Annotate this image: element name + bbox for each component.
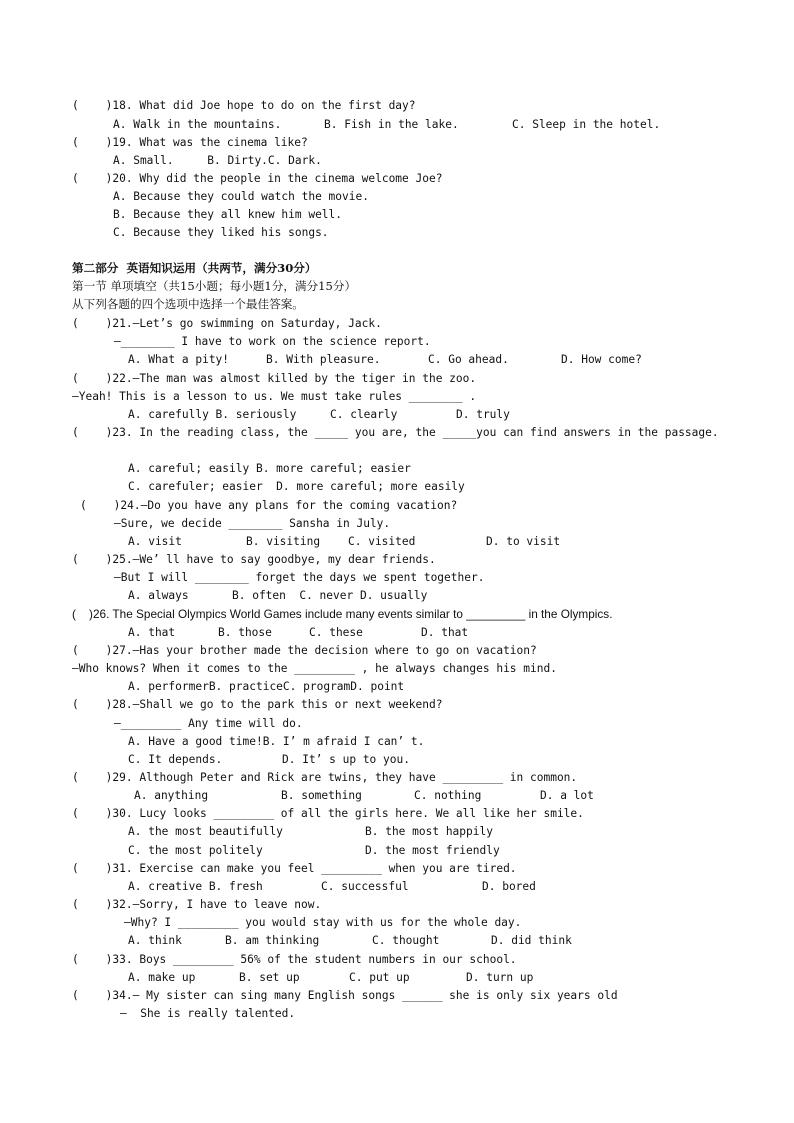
question-26-stem: ( )26. The Special Olympics World Games include many events similar to _________ in the Olympics. [72,607,613,621]
options-ab: A. creative B. fresh [128,880,263,893]
question-21-stem2: —________ I have to work on the science report. [114,335,431,348]
question-30-options-cd [0,843,794,858]
option-b: B. Because they all knew him well. [113,208,343,221]
option-b: B. Fish in the lake. [324,118,459,131]
question-21-options [0,352,794,367]
option-d: D. that [421,626,469,639]
option-a: A. Walk in the mountains. [113,118,282,131]
option-c: C. these [309,626,363,639]
options-ab: A. carefully B. seriously [128,408,297,421]
option-d: D. bored [482,880,536,893]
part-2-title-text: 第二部分 英语知识运用（共两节，满分30分） [72,261,317,275]
question-33-stem: ( )33. Boys _________ 56% of the student numbers in our school. [72,953,517,966]
question-22-stem: ( )22.—The man was almost killed by the tiger in the zoo. [72,372,477,385]
question-22-options [0,407,794,422]
option-c: C. visited [348,535,416,548]
option-c: C. successful [321,880,409,893]
option-d: D. did think [491,934,572,947]
question-28-stem: ( )28.—Shall we go to the park this or next weekend? [72,698,443,711]
option-c: C. Sleep in the hotel. [512,118,661,131]
question-18-options [0,117,794,132]
options-abcd: A. performerB. practiceC. programD. point [128,680,405,693]
question-21-stem: ( )21.—Let’s go swimming on Saturday, Jack. [72,317,382,330]
question-23-stem: ( )23. In the reading class, the _____ you are, the _____you can find answers in the passage. [72,426,719,439]
question-33-options [0,970,794,985]
option-a: A. that [128,626,176,639]
option-c: C. Because they liked his songs. [113,226,329,239]
instruction-text: 从下列各题的四个选项中选择一个最佳答案。 [72,297,304,311]
question-24-stem: ( )24.—Do you have any plans for the coming vacation? [80,499,458,512]
question-25-options [0,588,794,603]
question-30-options-ab [0,824,794,839]
option-b: B. visiting [246,535,321,548]
question-34-stem2: — She is really talented. [120,1007,296,1020]
option-d: D. How come? [561,353,642,366]
option-a: A. think [128,934,182,947]
option-a: A. make up [128,971,196,984]
option-b: B. something [281,789,362,802]
options-ab: A. Have a good time!B. I’ m afraid I can’ t. [128,735,425,748]
question-20-stem: ( )20. Why did the people in the cinema welcome Joe? [72,172,443,185]
question-32-stem: ( )32.—Sorry, I have to leave now. [72,898,322,911]
options-cd: C. carefuler; easier D. more careful; more easily [128,480,465,493]
question-32-stem2: —Why? I _________ you would stay with us for the whole day. [124,916,522,929]
options-bcd: B. often C. never D. usually [232,589,428,602]
option-c: C. clearly [330,408,398,421]
question-25-stem2: —But I will ________ forget the days we spent together. [114,571,485,584]
options-abc: A. Small. B. Dirty.C. Dark. [113,154,322,167]
question-19-stem: ( )19. What was the cinema like? [72,136,308,149]
option-c: C. Go ahead. [428,353,509,366]
option-d: D. a lot [540,789,594,802]
question-27-stem: ( )27.—Has your brother made the decision where to go on vacation? [72,644,537,657]
question-22-stem2: —Yeah! This is a lesson to us. We must take rules ________ . [72,390,477,403]
question-31-stem: ( )31. Exercise can make you feel _________ when you are tired. [72,862,517,875]
option-c: C. It depends. [128,753,223,766]
question-26-options [0,625,794,640]
question-28-stem2: —_________ Any time will do. [114,717,303,730]
option-c: C. thought [372,934,440,947]
option-b: B. the most happily [365,825,493,838]
question-18-stem: ( )18. What did Joe hope to do on the first day? [72,99,416,112]
option-b: B. With pleasure. [266,353,381,366]
option-a: A. What a pity! [128,353,230,366]
option-a: A. Because they could watch the movie. [113,190,369,203]
question-32-options [0,933,794,948]
question-34-stem: ( )34.— My sister can sing many English songs ______ she is only six years old [72,989,618,1002]
question-28-options-cd [0,752,794,767]
option-c: C. the most politely [128,844,263,857]
option-c: C. nothing [414,789,482,802]
question-29-options [0,788,794,803]
question-25-stem: ( )25.—We’ ll have to say goodbye, my dear friends. [72,553,436,566]
options-ab: A. careful; easily B. more careful; easier [128,462,411,475]
option-a: A. visit [128,535,182,548]
option-b: B. am thinking [225,934,320,947]
question-24-stem2: —Sure, we decide ________ Sansha in July. [114,517,391,530]
option-d: D. truly [456,408,510,421]
question-31-options [0,879,794,894]
question-24-options [0,534,794,549]
option-a: A. anything [134,789,209,802]
section-1-heading-text: 第一节 单项填空（共15小题；每小题1分，满分15分） [72,279,357,293]
question-29-stem: ( )29. Although Peter and Rick are twins, they have _________ in common. [72,771,578,784]
option-d: D. the most friendly [365,844,500,857]
option-c: C. put up [349,971,410,984]
option-a: A. the most beautifully [128,825,283,838]
option-a: A. always [128,589,189,602]
option-d: D. to visit [486,535,561,548]
option-d: D. turn up [466,971,534,984]
option-b: B. set up [239,971,300,984]
question-30-stem: ( )30. Lucy looks _________ of all the girls here. We all like her smile. [72,807,584,820]
option-d: D. It’ s up to you. [282,753,410,766]
question-27-stem2: —Who knows? When it comes to the _________ , he always changes his mind. [72,662,557,675]
option-b: B. those [218,626,272,639]
